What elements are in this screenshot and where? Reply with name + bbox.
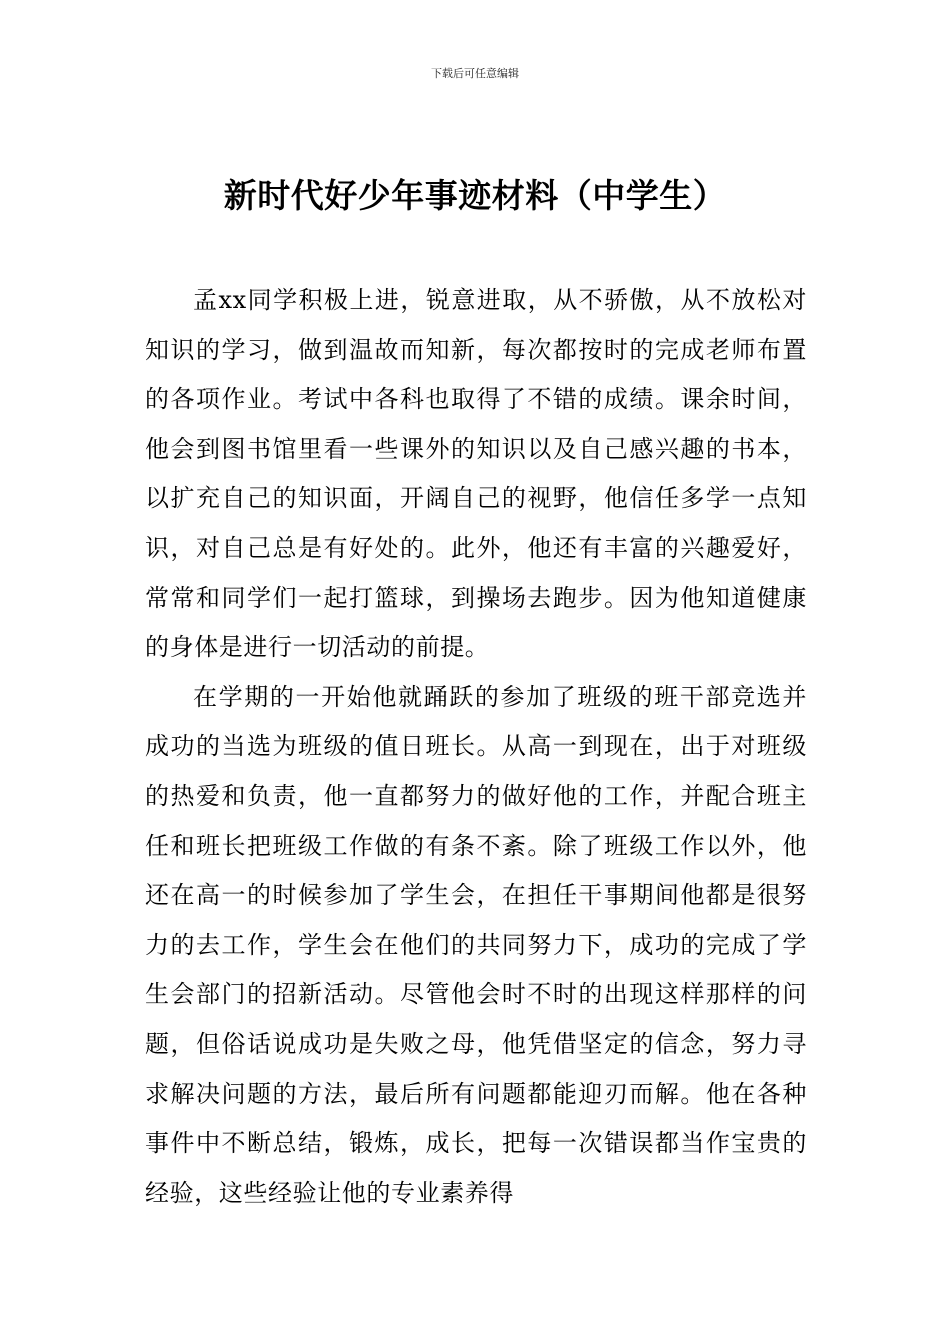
document-body — [145, 276, 807, 1218]
document-title: 新时代好少年事迹材料（中学生） — [223, 176, 727, 215]
paragraph-1: 孟xx同学积极上进，锐意进取，从不骄傲，从不放松对知识的学习，做到温故而知新，每次都按时的完成老师布置的各项作业。考试中各科也取得了不错的成绩。课余时间，他会到图书馆里看一些课外的知识以及自己感兴趣的书本，以扩充自己的知识面，开阔自己的视野，他信任多学一点知识，对自己总是有好处的。此外，他还有丰富的兴趣爱好，常常和同学们一起打篮球，到操场去跑步。因为他知道健康的身体是进行一切活动的前提。 — [145, 286, 807, 662]
header-note: 下载后可任意编辑 — [431, 67, 519, 80]
paragraph-2: 在学期的一开始他就踊跃的参加了班级的班干部竞选并成功的当选为班级的值日班长。从高一到现在，出于对班级的热爱和负责，他一直都努力的做好他的工作，并配合班主任和班长把班级工作做的有条不紊。除了班级工作以外，他还在高一的时候参加了学生会，在担任干事期间他都是很努力的去工作，学生会在他们的共同努力下，成功的完成了学生会部门的招新活动。尽管他会时不时的出现这样那样的问题，但俗话说成功是失败之母，他凭借坚定的信念，努力寻求解决问题的方法，最后所有问题都能迎刃而解。他在各种事件中不断总结，锻炼，成长，把每一次错误都当作宝贵的经验，这些经验让他的专业素养得 — [145, 682, 807, 1207]
